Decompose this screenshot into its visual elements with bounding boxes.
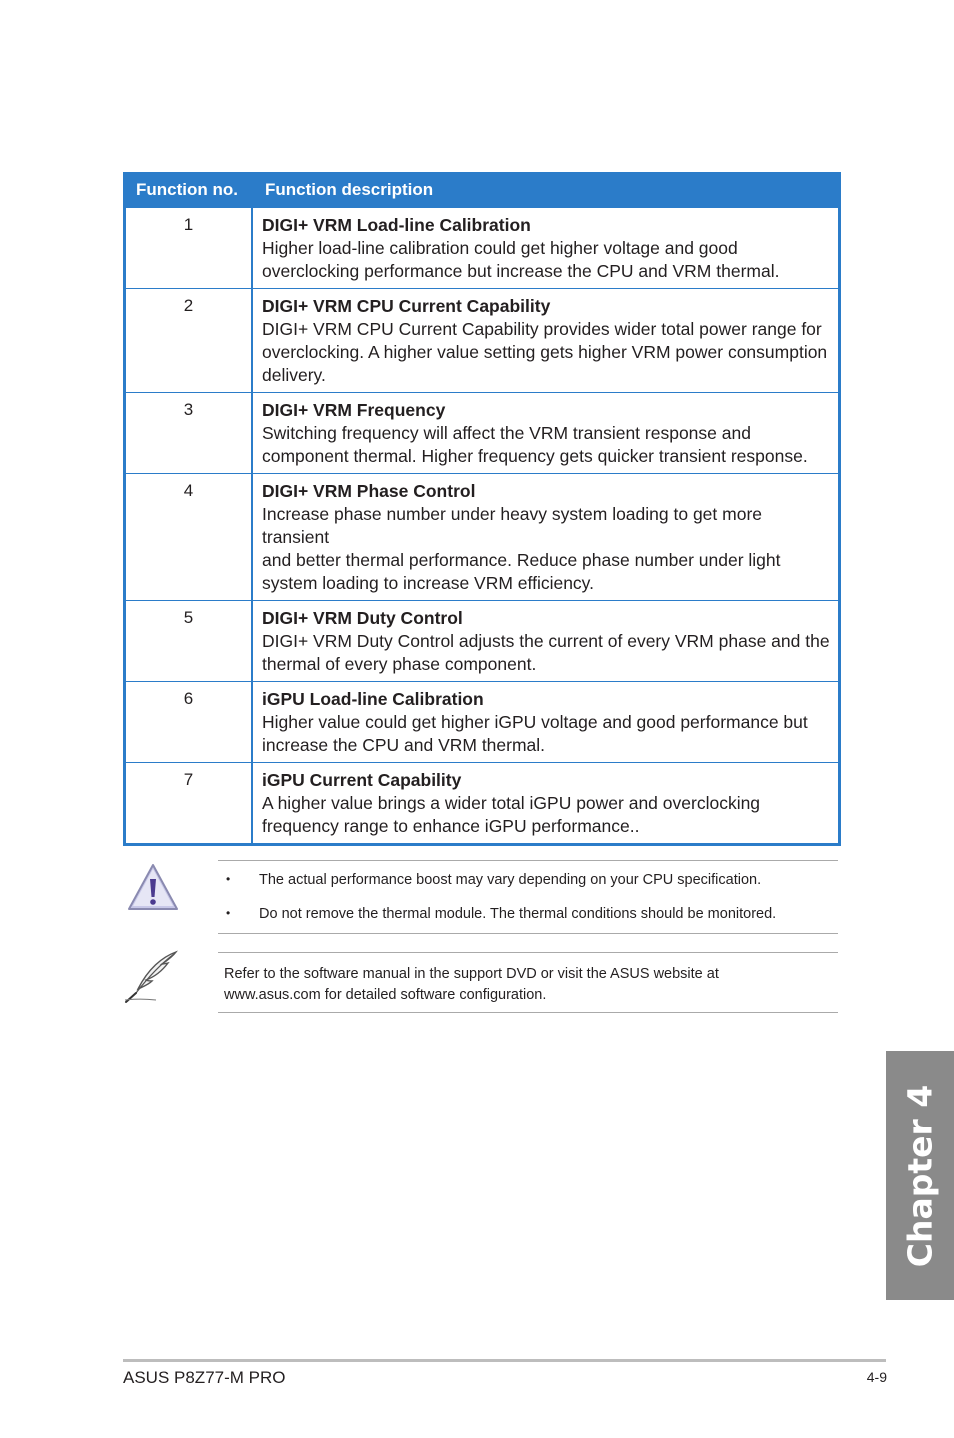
description-line: frequency range to enhance iGPU performance.. — [262, 816, 640, 836]
function-title: iGPU Current Capability — [262, 770, 462, 790]
info-line: www.asus.com for detailed software configuration. — [224, 987, 547, 1003]
info-note — [218, 952, 838, 1013]
warning-text: The actual performance boost may vary depending on your CPU specification. — [259, 872, 762, 888]
description-line: Higher load-line calibration could get higher voltage and good — [262, 238, 738, 258]
function-number: 7 — [126, 763, 253, 843]
table-row — [126, 681, 838, 762]
function-number: 5 — [126, 601, 253, 681]
table-row — [126, 600, 838, 681]
function-description — [253, 289, 838, 392]
function-description — [253, 763, 838, 843]
warning-text: Do not remove the thermal module. The thermal conditions should be monitored. — [259, 906, 777, 922]
function-number: 6 — [126, 682, 253, 762]
function-title: DIGI+ VRM Duty Control — [262, 608, 463, 628]
header-function-no: Function no. — [136, 180, 238, 199]
info-line: Refer to the software manual in the support DVD or visit the ASUS website at — [224, 966, 719, 982]
description-line: Higher value could get higher iGPU voltage and good performance but — [262, 712, 808, 732]
function-title: DIGI+ VRM Phase Control — [262, 481, 476, 501]
description-line: and better thermal performance. Reduce phase number under light — [262, 550, 781, 570]
function-title: DIGI+ VRM Frequency — [262, 400, 446, 420]
description-line: overclocking performance but increase the CPU and VRM thermal. — [262, 261, 780, 281]
function-description — [253, 474, 838, 600]
function-title: iGPU Load-line Calibration — [262, 689, 484, 709]
warning-note — [218, 860, 838, 934]
table-row — [126, 392, 838, 473]
footer-page-number: 4-9 — [866, 1369, 887, 1385]
footer-product: ASUS P8Z77-M PRO — [123, 1368, 286, 1387]
feather-pen-icon — [122, 949, 180, 1005]
function-number: 4 — [126, 474, 253, 600]
function-title: DIGI+ VRM CPU Current Capability — [262, 296, 551, 316]
description-line: system loading to increase VRM efficiency. — [262, 573, 594, 593]
description-line: DIGI+ VRM Duty Control adjusts the current of every VRM phase and the — [262, 631, 830, 651]
function-number: 1 — [126, 208, 253, 288]
description-line: overclocking. A higher value setting gets higher VRM power consumption — [262, 342, 828, 362]
function-table — [123, 172, 841, 846]
function-description — [253, 208, 838, 288]
table-row — [126, 473, 838, 600]
table-body — [126, 208, 838, 843]
function-description — [253, 682, 838, 762]
chapter-label: Chapter 4 — [900, 1084, 940, 1267]
description-line: DIGI+ VRM CPU Current Capability provides wider total power range for — [262, 319, 822, 339]
table-row — [126, 288, 838, 392]
description-line: increase the CPU and VRM thermal. — [262, 735, 546, 755]
function-title: DIGI+ VRM Load-line Calibration — [262, 215, 531, 235]
description-line: Switching frequency will affect the VRM transient response and — [262, 423, 751, 443]
bullet: • — [226, 906, 231, 920]
table-row — [126, 208, 838, 288]
description-line: delivery. — [262, 365, 326, 385]
function-description — [253, 393, 838, 473]
warning-icon — [125, 859, 181, 915]
function-number: 2 — [126, 289, 253, 392]
header-function-description: Function description — [265, 180, 434, 199]
description-line: A higher value brings a wider total iGPU power and overclocking — [262, 793, 761, 813]
chapter-tab — [886, 1051, 954, 1300]
table-row — [126, 762, 838, 843]
bullet: • — [226, 872, 231, 886]
function-number: 3 — [126, 393, 253, 473]
table-header — [126, 172, 838, 208]
footer-divider — [123, 1359, 886, 1362]
function-description — [253, 601, 838, 681]
description-line: Increase phase number under heavy system loading to get more transient — [262, 504, 763, 547]
description-line: component thermal. Higher frequency gets quicker transient response. — [262, 446, 808, 466]
description-line: thermal of every phase component. — [262, 654, 537, 674]
